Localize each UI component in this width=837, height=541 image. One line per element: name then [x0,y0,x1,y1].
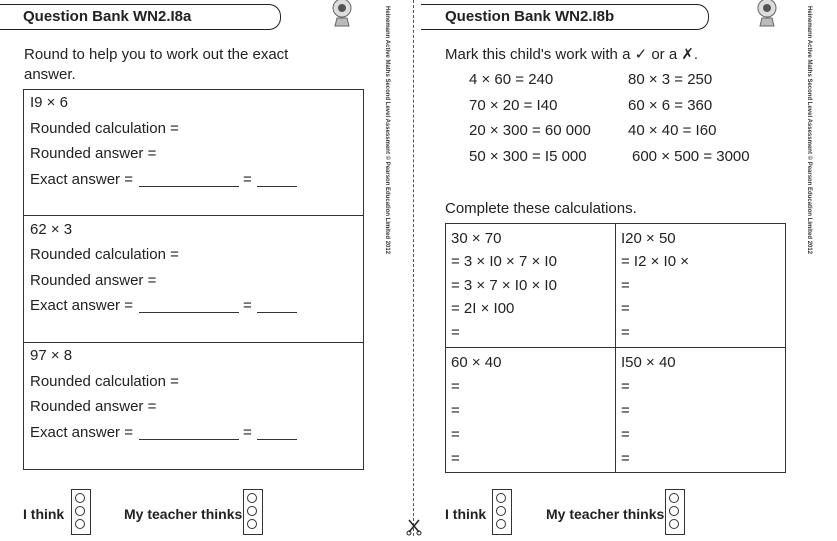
grid-vertical-divider [615,223,616,473]
calc-line: = [621,378,630,395]
scissors-icon [405,519,423,536]
calc-line: = [621,402,630,419]
calc-line: = [451,324,460,341]
grid-horizontal-divider [445,347,786,348]
equals-sign: = [243,171,252,188]
equals-sign: = [243,424,252,441]
calc-line: = [621,450,630,467]
rounded-calculation-label: Rounded calculation = [30,246,179,263]
traffic-light-icon[interactable] [243,489,263,535]
calc-line: = [621,426,630,443]
mark-item: 40 × 40 = I60 [628,122,717,139]
traffic-light-icon[interactable] [492,489,512,535]
calc-line: = [451,402,460,419]
rounded-answer-label: Rounded answer = [30,398,157,415]
i-think-label: I think [445,506,487,522]
problem-divider-2 [23,342,364,343]
right-title: Question Bank WN2.I8b [445,8,615,25]
cut-line [413,0,414,536]
exact-answer-label: Exact answer = [30,424,133,441]
problem-expression: I9 × 6 [30,94,68,111]
answer-blank[interactable] [139,439,239,440]
calc-line: I20 × 50 [621,230,676,247]
i-think-label: I think [23,506,65,522]
mark-item: 80 × 3 = 250 [628,71,713,88]
exact-answer-label: Exact answer = [30,171,133,188]
mark-item: 60 × 6 = 360 [628,97,713,114]
copyright-vertical-left: Heinemann Active Maths Second Level Assessment © Pearson Education Limited 2012 [384,6,390,255]
equals-sign: = [243,297,252,314]
left-instruction-1: Round to help you to work out the exact [24,46,289,63]
rounded-calculation-label: Rounded calculation = [30,373,179,390]
left-title: Question Bank WN2.I8a [23,8,192,25]
problem-divider-1 [23,215,364,216]
calc-line: = [451,378,460,395]
answer-blank[interactable] [257,312,297,313]
calc-line: = [621,300,630,317]
left-instruction-2: answer. [24,66,76,83]
mark-item: 20 × 300 = 60 000 [469,122,591,139]
calc-line: = [621,324,630,341]
calc-line: I50 × 40 [621,354,676,371]
calc-line: = 2I × I00 [451,300,515,317]
teacher-thinks-label: My teacher thinks [124,506,243,522]
rounded-answer-label: Rounded answer = [30,145,157,162]
webcam-icon [327,0,357,28]
calc-line: = [621,277,630,294]
calc-line: 30 × 70 [451,230,502,247]
problem-expression: 62 × 3 [30,221,73,238]
mark-item: 4 × 60 = 240 [469,71,554,88]
mark-item: 70 × 20 = I40 [469,97,558,114]
webcam-icon [752,0,782,28]
traffic-light-icon[interactable] [665,489,685,535]
answer-blank[interactable] [257,186,297,187]
calc-line: = [451,426,460,443]
mark-item: 50 × 300 = I5 000 [469,148,587,165]
copyright-vertical-right: Heinemann Active Maths Second Level Assessment © Pearson Education Limited 2012 [806,6,812,255]
problem-expression: 97 × 8 [30,347,73,364]
calc-line: = 3 × 7 × I0 × I0 [451,277,557,294]
traffic-light-icon[interactable] [71,489,91,535]
rounded-calculation-label: Rounded calculation = [30,120,179,137]
mark-instruction: Mark this child's work with a ✓ or a ✗. [445,46,699,63]
answer-blank[interactable] [139,312,239,313]
calc-line: = [451,450,460,467]
teacher-thinks-label: My teacher thinks [546,506,665,522]
calc-line: = I2 × I0 × [621,253,689,270]
rounded-answer-label: Rounded answer = [30,272,157,289]
complete-instruction: Complete these calculations. [445,200,637,217]
calc-line: = 3 × I0 × 7 × I0 [451,253,557,270]
exact-answer-label: Exact answer = [30,297,133,314]
answer-blank[interactable] [257,439,297,440]
mark-item: 600 × 500 = 3000 [632,148,750,165]
answer-blank[interactable] [139,186,239,187]
calc-line: 60 × 40 [451,354,502,371]
